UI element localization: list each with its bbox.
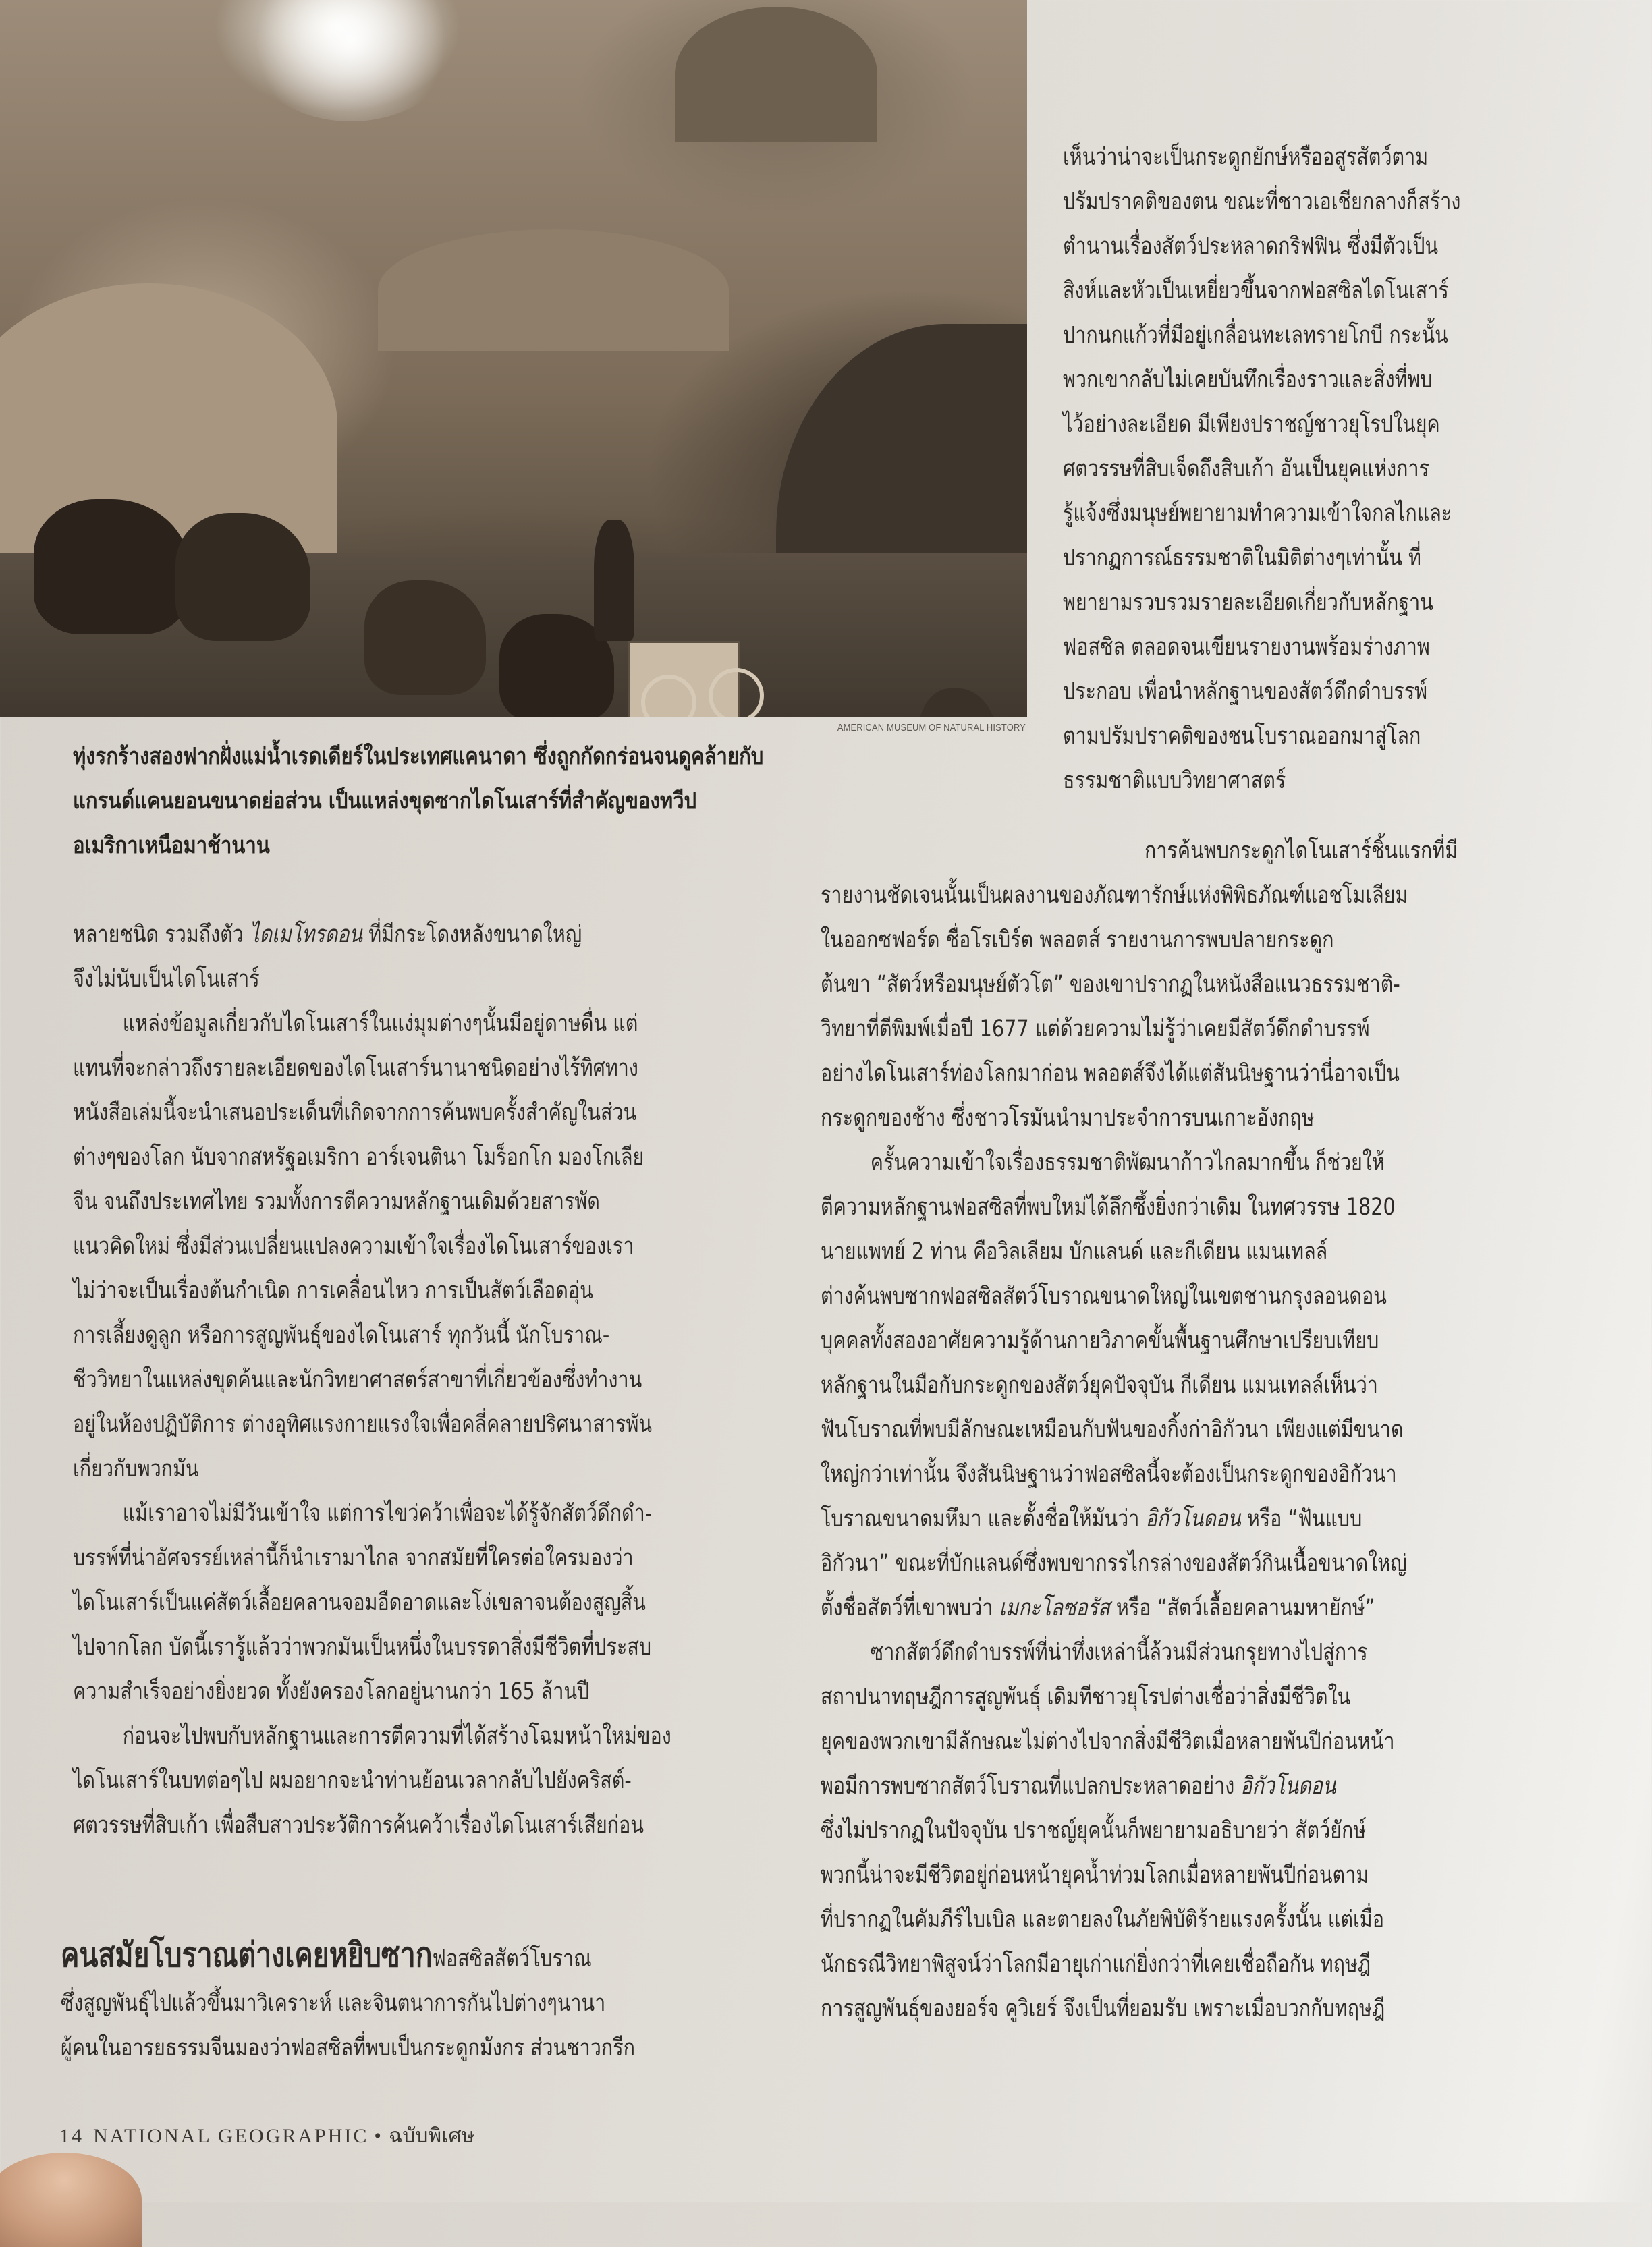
caption-line: แกรนด์แคนยอนขนาดย่อส่วน เป็นแหล่งขุดซากไดโนเสาร์ที่สำคัญของทวีป bbox=[73, 787, 697, 814]
body-line: นายแพทย์ 2 ท่าน คือวิลเลียม บักแลนด์ และกีเดียน แมนเทลล์ bbox=[821, 1238, 1328, 1265]
body-line: ไปจากโลก บัดนี้เรารู้แล้วว่าพวกมันเป็นหนึ่งในบรรดาสิ่งมีชีวิตที่ประสบ bbox=[73, 1634, 652, 1661]
body-line: ศตวรรษที่สิบเจ็ดถึงสิบเก้า อันเป็นยุคแห่งการ bbox=[1063, 455, 1430, 482]
text-segment: ที่มีกระโดงหลังขนาดใหญ่ bbox=[362, 921, 582, 948]
caption-line: อเมริกาเหนือมาช้านาน bbox=[73, 832, 270, 859]
body-line: ในออกซฟอร์ด ชื่อโรเบิร์ต พลอตส์ รายงานการพบปลายกระดูก bbox=[821, 926, 1334, 953]
horse bbox=[34, 499, 189, 634]
body-line: ปากนกแก้วที่มีอยู่เกลื่อนทะเลทรายโกบี กระนั้น bbox=[1063, 322, 1448, 349]
body-line: ปรากฏการณ์ธรรมชาติในมิติต่างๆเท่านั้น ที่ bbox=[1063, 545, 1421, 572]
text-segment: โบราณขนาดมหึมา และตั้งชื่อให้มันว่า bbox=[821, 1505, 1146, 1532]
body-line: บุคคลทั้งสองอาศัยความรู้ด้านกายวิภาคขั้นพื้นฐานศึกษาเปรียบเทียบ bbox=[821, 1327, 1379, 1354]
left-column bbox=[73, 912, 791, 1848]
body-line: ซึ่งสูญพันธุ์ไปแล้วขึ้นมาวิเคราะห์ และจินตนาการกันไปต่างๆนานา bbox=[61, 1990, 606, 2017]
section-intro bbox=[61, 1933, 796, 2070]
body-line bbox=[821, 1586, 1431, 1630]
body-line: สถาปนาทฤษฎีการสูญพันธุ์ เดิมทีชาวยุโรปต่างเชื่อว่าสิ่งมีชีวิตใน bbox=[821, 1684, 1351, 1711]
body-line: แทนที่จะกล่าวถึงรายละเอียดของไดโนเสาร์นานาชนิดอย่างไร้ทิศทาง bbox=[73, 1055, 638, 1082]
body-line: นักธรณีวิทยาพิสูจน์ว่าโลกมีอายุเก่าแก่ยิ่งกว่าที่เคยเชื่อถือกัน ทฤษฎี bbox=[821, 1951, 1371, 1978]
body-line: ความสำเร็จอย่างยิ่งยวด ทั้งยังครองโลกอยู่นานกว่า 165 ล้านปี bbox=[73, 1678, 590, 1705]
body-line: ไว้อย่างละเอียด มีเพียงปราชญ์ชาวยุโรปในยุค bbox=[1063, 411, 1440, 438]
body-line: ไดโนเสาร์เป็นแค่สัตว์เลื้อยคลานจอมอืดอาดและโง่เขลาจนต้องสูญสิ้น bbox=[73, 1589, 646, 1616]
reader-thumb bbox=[0, 2153, 142, 2247]
body-line: หนังสือเล่มนี้จะนำเสนอประเด็นที่เกิดจากการค้นพบครั้งสำคัญในส่วน bbox=[73, 1099, 637, 1126]
body-line: หลักฐานในมือกับกระดูกของสัตว์ยุคปัจจุบัน กีเดียน แมนเทลล์เห็นว่า bbox=[821, 1372, 1378, 1399]
body-line: วิทยาที่ตีพิมพ์เมื่อปี 1677 แต่ด้วยความไม่รู้ว่าเคยมีสัตว์ดึกดำบรรพ์ bbox=[821, 1016, 1370, 1043]
body-line: อยู่ในห้องปฏิบัติการ ต่างอุทิศแรงกายแรงใจเพื่อคลี่คลายปริศนาสารพัน bbox=[73, 1411, 653, 1438]
body-line: พวกนี้น่าจะมีชีวิตอยู่ก่อนหน้ายุคน้ำท่วมโลกเมื่อหลายพันปีก่อนตาม bbox=[821, 1862, 1369, 1889]
italic-term: เมกะโลซอรัส bbox=[999, 1594, 1110, 1621]
badland-hill bbox=[675, 7, 877, 142]
text-segment: พอมีการพบซากสัตว์โบราณที่แปลกประหลาดอย่าง bbox=[821, 1773, 1241, 1800]
horse bbox=[364, 580, 486, 695]
body-line: ยุคของพวกเขามีลักษณะไม่ต่างไปจากสิ่งมีชีวิตเมื่อหลายพันปีก่อนหน้า bbox=[821, 1728, 1395, 1755]
body-line: บรรพ์ที่น่าอัศจรรย์เหล่านี้ก็นำเรามาไกล จากสมัยที่ใครต่อใครมองว่า bbox=[73, 1545, 634, 1572]
right-column-top bbox=[1063, 135, 1562, 803]
body-line: เกี่ยวกับพวกมัน bbox=[73, 1455, 199, 1482]
caption-line: ทุ่งรกร้างสองฟากฝั่งแม่น้ำเรดเดียร์ในประเทศแคนาดา ซึ่งถูกกัดกร่อนจนดูคล้ายกับ bbox=[73, 743, 764, 770]
photo-caption bbox=[73, 734, 916, 868]
body-line: แนวคิดใหม่ ซึ่งมีส่วนเปลี่ยนแปลงความเข้าใจเรื่องไดโนเสาร์ของเรา bbox=[73, 1233, 634, 1260]
body-line: ฟันโบราณที่พบมีลักษณะเหมือนกับฟันของกิ้งก่าอิกัวนา เพียงแต่มีขนาด bbox=[821, 1416, 1404, 1443]
body-line: พยายามรวบรวมรายละเอียดเกี่ยวกับหลักฐาน bbox=[1063, 589, 1433, 616]
body-line: ศตวรรษที่สิบเก้า เพื่อสืบสาวประวัติการค้นคว้าเรื่องไดโนเสาร์เสียก่อน bbox=[73, 1812, 644, 1839]
body-line: แหล่งข้อมูลเกี่ยวกับไดโนเสาร์ในแง่มุมต่างๆนั้นมีอยู่ดาษดื่น แต่ bbox=[122, 1010, 638, 1037]
light-glare bbox=[243, 0, 459, 121]
body-line: ปรัมปราคติของตน ขณะที่ชาวเอเชียกลางก็สร้าง bbox=[1063, 188, 1461, 215]
body-line: การค้นพบกระดูกไดโนเสาร์ชิ้นแรกที่มี bbox=[1145, 837, 1458, 864]
horse bbox=[175, 513, 310, 641]
body-line: ครั้นความเข้าใจเรื่องธรรมชาติพัฒนาก้าวไกลมากขึ้น ก็ช่วยให้ bbox=[870, 1149, 1385, 1176]
wagon-driver bbox=[594, 520, 634, 641]
body-line bbox=[821, 1764, 1431, 1808]
body-line: เห็นว่าน่าจะเป็นกระดูกยักษ์หรืออสูรสัตว์ตาม bbox=[1063, 144, 1429, 171]
body-line: การสูญพันธุ์ของยอร์จ คูวิเยร์ จึงเป็นที่ยอมรับ เพราะเมื่อบวกกับทฤษฎี bbox=[821, 1995, 1385, 2022]
body-line: ซึ่งไม่ปรากฏในปัจจุบัน ปราชญ์ยุคนั้นก็พยายามอธิบายว่า สัตว์ยักษ์ bbox=[821, 1817, 1367, 1844]
page-number: 14 bbox=[59, 2125, 84, 2147]
body-line: ไม่ว่าจะเป็นเรื่องต้นกำเนิด การเคลื่อนไหว การเป็นสัตว์เลือดอุ่น bbox=[73, 1277, 593, 1304]
body-line: จีน จนถึงประเทศไทย รวมทั้งการตีความหลักฐานเดิมด้วยสารพัด bbox=[73, 1188, 600, 1215]
body-line: พวกเขากลับไม่เคยบันทึกเรื่องราวและสิ่งที่พบ bbox=[1063, 366, 1433, 393]
magazine-name: NATIONAL GEOGRAPHIC bbox=[93, 2125, 369, 2147]
body-line: ผู้คนในอารยธรรมจีนมองว่าฟอสซิลที่พบเป็นกระดูกมังกร ส่วนชาวกรีก bbox=[61, 2034, 636, 2061]
body-line: ชีววิทยาในแหล่งขุดค้นและนักวิทยาศาสตร์สาขาที่เกี่ยวข้องซึ่งทำงาน bbox=[73, 1366, 642, 1393]
badland-hill bbox=[378, 229, 729, 351]
section-heading: คนสมัยโบราณต่างเคยหยิบซาก bbox=[61, 1935, 433, 1974]
italic-term: ไดเมโทรดอน bbox=[250, 921, 363, 948]
body-line: แม้เราอาจไม่มีวันเข้าใจ แต่การไขว่คว้าเพื่อจะได้รู้จักสัตว์ดึกดำ- bbox=[122, 1500, 653, 1527]
body-line: การเลี้ยงดูลูก หรือการสูญพันธุ์ของไดโนเสาร์ ทุกวันนี้ นักโบราณ- bbox=[73, 1322, 610, 1349]
italic-term: อิกัวโนดอน bbox=[1240, 1773, 1336, 1800]
text-segment: หลายชนิด รวมถึงตัว bbox=[73, 921, 250, 948]
wagon-wheel bbox=[709, 668, 764, 717]
edition-label: ฉบับพิเศษ bbox=[388, 2124, 475, 2148]
text-segment: หรือ “สัตว์เลื้อยคลานมหายักษ์” bbox=[1109, 1594, 1375, 1621]
body-line: กระดูกของช้าง ซึ่งชาวโรมันนำมาประจำการบนเกาะอังกฤษ bbox=[821, 1105, 1315, 1132]
photo-credit: AMERICAN MUSEUM OF NATURAL HISTORY bbox=[837, 722, 1026, 733]
body-line: รายงานชัดเจนนั้นเป็นผลงานของภัณฑารักษ์แห่งพิพิธภัณฑ์แอชโมเลียม bbox=[821, 882, 1408, 909]
body-line: ฟอสซิล ตลอดจนเขียนรายงานพร้อมร่างภาพ bbox=[1063, 634, 1430, 661]
first-line-wrapper bbox=[821, 829, 1566, 873]
body-line: ธรรมชาติแบบวิทยาศาสตร์ bbox=[1063, 767, 1286, 794]
body-line: ต่างค้นพบซากฟอสซิลสัตว์โบราณขนาดใหญ่ในเขตชานกรุงลอนดอน bbox=[821, 1283, 1387, 1310]
wagon-badlands-photo bbox=[0, 0, 1027, 717]
section-heading-continuation: ฟอสซิลสัตว์โบราณ bbox=[432, 1945, 592, 1972]
body-line: อิกัวนา” ขณะที่บักแลนด์ซึ่งพบขากรรไกรล่างของสัตว์กินเนื้อขนาดใหญ่ bbox=[821, 1550, 1407, 1577]
body-line: อย่างไดโนเสาร์ท่องโลกมาก่อน พลอตส์จึงได้แต่สันนิษฐานว่านี่อาจเป็น bbox=[821, 1060, 1400, 1087]
text-segment: ตั้งชื่อสัตว์ที่เขาพบว่า bbox=[821, 1594, 999, 1621]
right-column-bottom bbox=[821, 829, 1566, 2031]
body-line: ซากสัตว์ดึกดำบรรพ์ที่น่าทึ่งเหล่านี้ล้วนมีส่วนกรุยทางไปสู่การ bbox=[870, 1639, 1368, 1666]
body-line: ตามปรัมปราคติของชนโบราณออกมาสู่โลก bbox=[1063, 723, 1421, 750]
body-line: สิงห์และหัวเป็นเหยี่ยวขึ้นจากฟอสซิลไดโนเสาร์ bbox=[1063, 277, 1449, 304]
body-line: ไดโนเสาร์ในบทต่อๆไป ผมอยากจะนำท่านย้อนเวลากลับไปยังคริสต์- bbox=[73, 1767, 632, 1794]
body-line: ต้นขา “สัตว์หรือมนุษย์ตัวโต” ของเขาปรากฏในหนังสือแนวธรรมชาติ- bbox=[821, 971, 1400, 998]
body-line bbox=[821, 1497, 1431, 1541]
italic-term: อิกัวโนดอน bbox=[1145, 1505, 1241, 1532]
body-line: ประกอบ เพื่อนำหลักฐานของสัตว์ดึกดำบรรพ์ bbox=[1063, 678, 1428, 705]
section-heading-line bbox=[61, 1933, 664, 1981]
body-line: รู้แจ้งซึ่งมนุษย์พยายามทำความเข้าใจกลไกและ bbox=[1063, 500, 1452, 527]
body-line: ใหญ่กว่าเท่านั้น จึงสันนิษฐานว่าฟอสซิลนี้จะต้องเป็นกระดูกของอิกัวนา bbox=[821, 1461, 1397, 1488]
body-line: ตีความหลักฐานฟอสซิลที่พบใหม่ได้ลึกซึ้งยิ่งกว่าเดิม ในทศวรรษ 1820 bbox=[821, 1194, 1396, 1221]
body-line bbox=[73, 912, 661, 957]
page-folio bbox=[59, 2120, 474, 2152]
body-line: ตำนานเรื่องสัตว์ประหลาดกริฟฟิน ซึ่งมีตัวเป็น bbox=[1063, 233, 1439, 260]
body-line: จึงไม่นับเป็นไดโนเสาร์ bbox=[73, 966, 260, 993]
text-segment: หรือ “ฟันแบบ bbox=[1240, 1505, 1362, 1532]
body-line: ต่างๆของโลก นับจากสหรัฐอเมริกา อาร์เจนตินา โมร็อกโก มองโกเลีย bbox=[73, 1144, 644, 1171]
body-line: ที่ปรากฏในคัมภีร์ไบเบิล และตายลงในภัยพิบัติร้ายแรงครั้งนั้น แต่เมื่อ bbox=[821, 1906, 1384, 1933]
separator-dot: • bbox=[374, 2125, 383, 2147]
body-line: ก่อนจะไปพบกับหลักฐานและการตีความที่ได้สร้างโฉมหน้าใหม่ของ bbox=[122, 1723, 671, 1750]
